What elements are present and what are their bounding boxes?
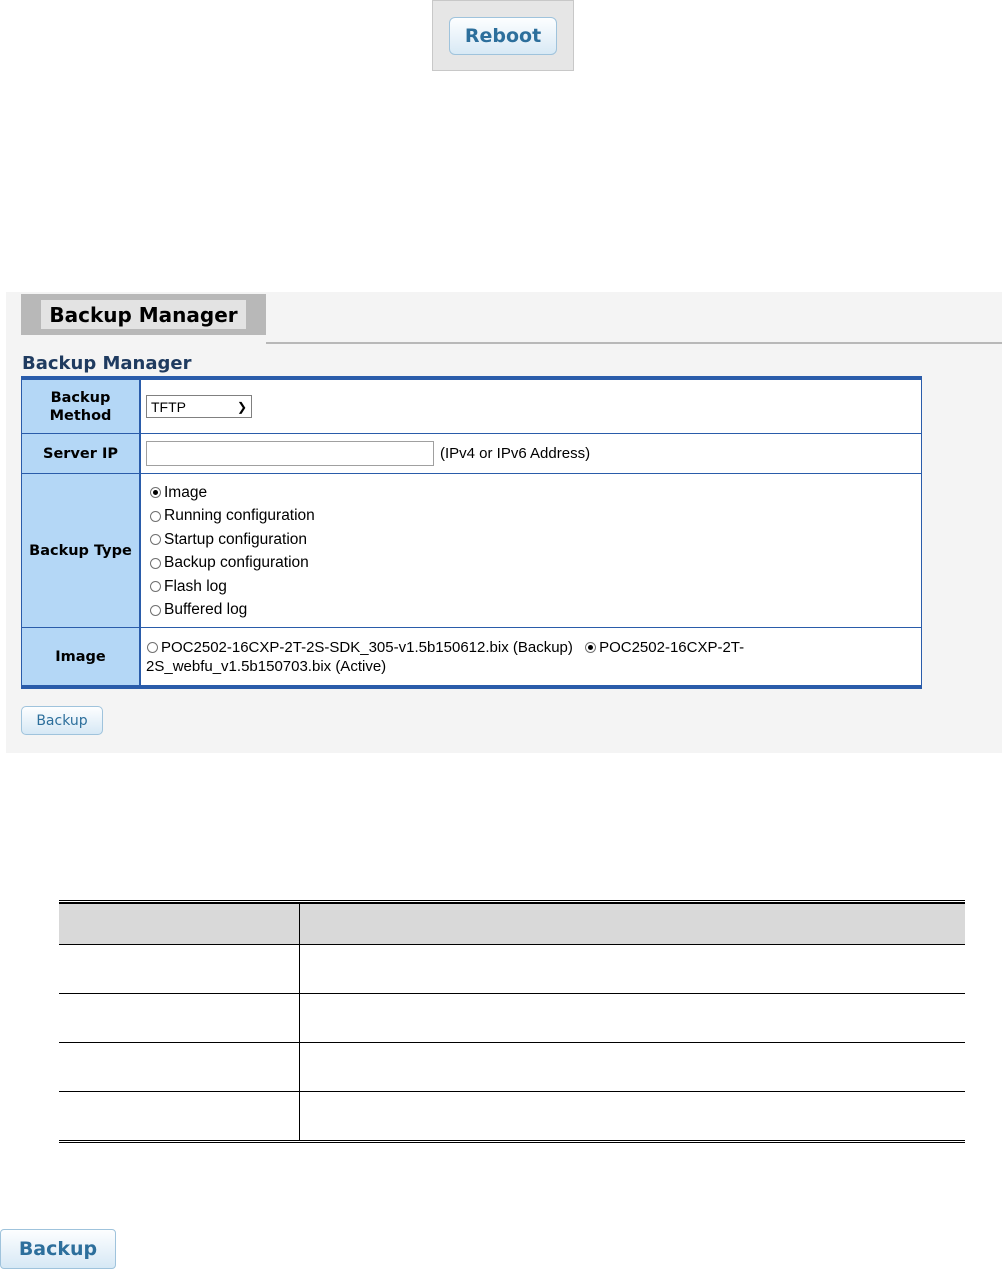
section-title: Backup Manager	[22, 353, 192, 374]
row-server-ip	[21, 434, 922, 474]
server-ip-label: Server IP	[21, 434, 141, 473]
backup-type-option[interactable]	[146, 552, 315, 576]
row-backup-method	[21, 380, 922, 434]
reboot-button-frame	[432, 0, 574, 71]
radio-icon[interactable]	[150, 558, 161, 569]
table-row	[59, 945, 965, 994]
page-tab-title: Backup Manager	[41, 300, 246, 329]
backup-type-option[interactable]	[146, 528, 315, 552]
description-table	[59, 900, 965, 1143]
chevron-down-icon: ❯	[236, 399, 247, 414]
radio-selected-icon[interactable]	[150, 487, 161, 498]
radio-icon[interactable]	[150, 534, 161, 545]
page-tab	[21, 294, 266, 335]
radio-icon[interactable]	[150, 605, 161, 616]
row-backup-type	[21, 474, 922, 628]
image-label: Image	[21, 628, 141, 685]
image-options	[146, 638, 806, 676]
option-label: Buffered log	[164, 601, 248, 619]
image-option-backup[interactable]: POC2502-16CXP-2T-2S-SDK_305-v1.5b150612.bix (Backup)	[161, 638, 573, 656]
table-row	[59, 994, 965, 1043]
option-label: Image	[164, 483, 208, 501]
table-row	[59, 1043, 965, 1092]
radio-icon[interactable]	[150, 581, 161, 592]
backup-type-option[interactable]	[146, 575, 315, 599]
backup-method-label-line1: Backup	[50, 389, 111, 406]
table-header	[59, 903, 965, 945]
radio-selected-icon[interactable]	[585, 642, 596, 653]
backup-method-label-line2: Method	[49, 407, 112, 424]
backup-type-radio-group	[146, 479, 315, 622]
backup-manager-panel	[6, 292, 1002, 753]
backup-method-select[interactable]	[146, 395, 252, 418]
row-image	[21, 628, 922, 685]
backup-settings-table	[21, 376, 922, 689]
option-label: Backup configuration	[164, 554, 309, 572]
backup-type-option[interactable]	[146, 481, 315, 505]
radio-icon[interactable]	[147, 642, 158, 653]
option-label: Running configuration	[164, 507, 315, 525]
radio-icon[interactable]	[150, 511, 161, 522]
option-label: Startup configuration	[164, 530, 308, 548]
backup-button-large[interactable]: Backup	[0, 1229, 116, 1269]
backup-type-option[interactable]	[146, 599, 315, 623]
header-cell-object	[59, 904, 300, 944]
table-row	[59, 1092, 965, 1143]
option-label: Flash log	[164, 577, 227, 595]
server-ip-input[interactable]	[146, 441, 434, 466]
backup-type-option[interactable]	[146, 505, 315, 529]
tab-divider	[266, 342, 1002, 344]
image-option-active[interactable]: POC2502-16CXP-2T-2S_webfu_v1.5b150703.bix (Active)	[146, 638, 745, 675]
backup-method-selected: TFTP	[151, 398, 186, 415]
header-cell-description	[300, 904, 965, 944]
server-ip-hint: (IPv4 or IPv6 Address)	[440, 445, 591, 462]
backup-type-label: Backup Type	[21, 474, 141, 627]
backup-button[interactable]: Backup	[21, 706, 103, 735]
backup-method-label	[21, 380, 141, 433]
reboot-button[interactable]: Reboot	[449, 17, 557, 55]
